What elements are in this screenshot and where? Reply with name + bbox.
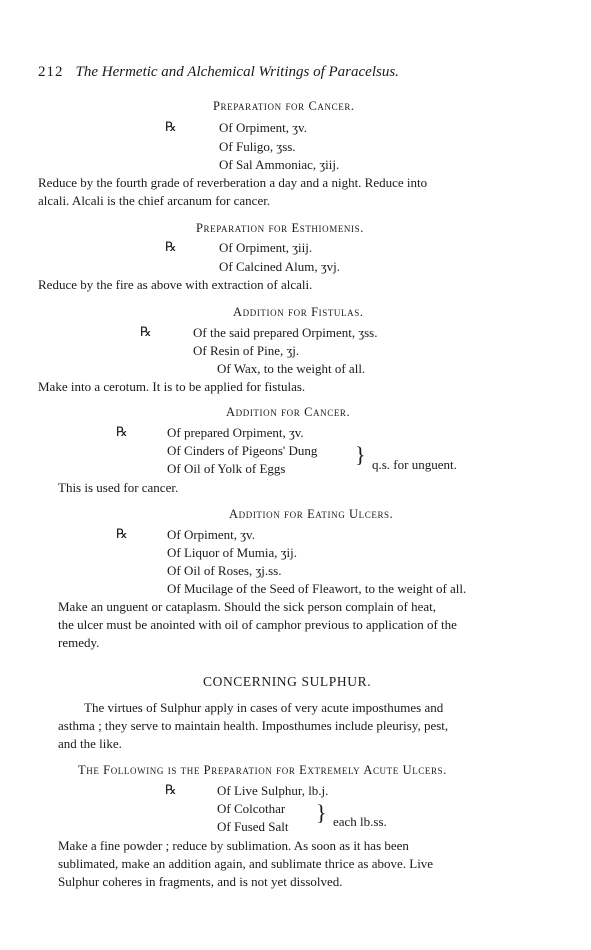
ingredient-line: Of Resin of Pine, ʒj. — [193, 343, 300, 358]
ingredient-line: Of Cinders of Pigeons' Dung — [167, 443, 318, 458]
body-text: This is used for cancer. — [58, 480, 179, 495]
running-header — [38, 64, 399, 80]
body-text: remedy. — [58, 635, 100, 650]
heading-preparation-esthiomenis: Preparation for Esthiomenis. — [196, 221, 364, 235]
section-title: CONCERNING SULPHUR. — [203, 674, 372, 689]
ingredient-line: Of Sal Ammoniac, ʒiij. — [219, 157, 340, 172]
ingredient-line: Of Oil of Yolk of Eggs — [167, 461, 286, 476]
ingredient-line: Of Orpiment, ʒv. — [167, 527, 255, 542]
ingredient-line: Of Orpiment, ʒv. — [219, 120, 307, 135]
recipe-symbol: ℞ — [140, 325, 152, 340]
recipe-symbol: ℞ — [116, 527, 128, 542]
recipe-symbol: ℞ — [116, 425, 128, 440]
brace-icon: } — [316, 800, 327, 825]
body-text: alcali. Alcali is the chief arcanum for cancer. — [38, 193, 271, 208]
quantity-note: q.s. for unguent. — [372, 457, 457, 472]
ingredient-line: Of Liquor of Mumia, ʒij. — [167, 545, 297, 560]
ingredient-line: Of Fuligo, ʒss. — [219, 139, 296, 154]
ingredient-line: Of Wax, to the weight of all. — [217, 361, 366, 376]
book-title: The Hermetic and Alchemical Writings of Paracelsus. — [75, 64, 399, 80]
ingredient-line: Of Live Sulphur, lb.j. — [217, 783, 329, 798]
ingredient-line: Of Fused Salt — [217, 819, 289, 834]
body-text: asthma ; they serve to maintain health. Imposthumes include pleurisy, pest, — [58, 718, 449, 733]
heading-preparation-cancer: Preparation for Cancer. — [213, 99, 355, 113]
body-text: Sulphur coheres in fragments, and is not yet dissolved. — [58, 874, 343, 889]
heading-extremely-acute-ulcers: The Following is the Preparation for Extremely Acute Ulcers. — [78, 763, 447, 777]
body-text: Reduce by the fourth grade of reverberation a day and a night. Reduce into — [38, 175, 428, 190]
ingredient-line: Of Mucilage of the Seed of Fleawort, to the weight of all. — [167, 581, 467, 596]
body-text: sublimated, make an addition again, and sublimate thrice as above. Live — [58, 856, 434, 871]
heading-addition-eating-ulcers: Addition for Eating Ulcers. — [229, 507, 394, 521]
ingredient-line: Of prepared Orpiment, ʒv. — [167, 425, 304, 440]
ingredient-line: Of Colcothar — [217, 801, 286, 816]
body-text: Reduce by the fire as above with extraction of alcali. — [38, 277, 313, 292]
quantity-note: each lb.ss. — [333, 814, 387, 829]
ingredient-line: Of Oil of Roses, ʒj.ss. — [167, 563, 282, 578]
body-text: The virtues of Sulphur apply in cases of very acute imposthumes and — [84, 700, 444, 715]
recipe-symbol: ℞ — [165, 120, 177, 135]
recipe-symbol: ℞ — [165, 240, 177, 255]
body-text: Make a fine powder ; reduce by sublimation. As soon as it has been — [58, 838, 409, 853]
ingredient-line: Of the said prepared Orpiment, ʒss. — [193, 325, 378, 340]
page-number: 212 — [38, 64, 64, 80]
body-text: and the like. — [58, 736, 122, 751]
brace-icon: } — [355, 442, 366, 467]
body-text: the ulcer must be anointed with oil of camphor previous to application of the — [58, 617, 457, 632]
heading-addition-fistulas: Addition for Fistulas. — [233, 305, 364, 319]
body-text: Make an unguent or cataplasm. Should the sick person complain of heat, — [58, 599, 436, 614]
heading-addition-cancer: Addition for Cancer. — [226, 405, 351, 419]
body-text: Make into a cerotum. It is to be applied for fistulas. — [38, 379, 306, 394]
ingredient-line: Of Calcined Alum, ʒvj. — [219, 259, 340, 274]
ingredient-line: Of Orpiment, ʒiij. — [219, 240, 313, 255]
recipe-symbol: ℞ — [165, 783, 177, 798]
